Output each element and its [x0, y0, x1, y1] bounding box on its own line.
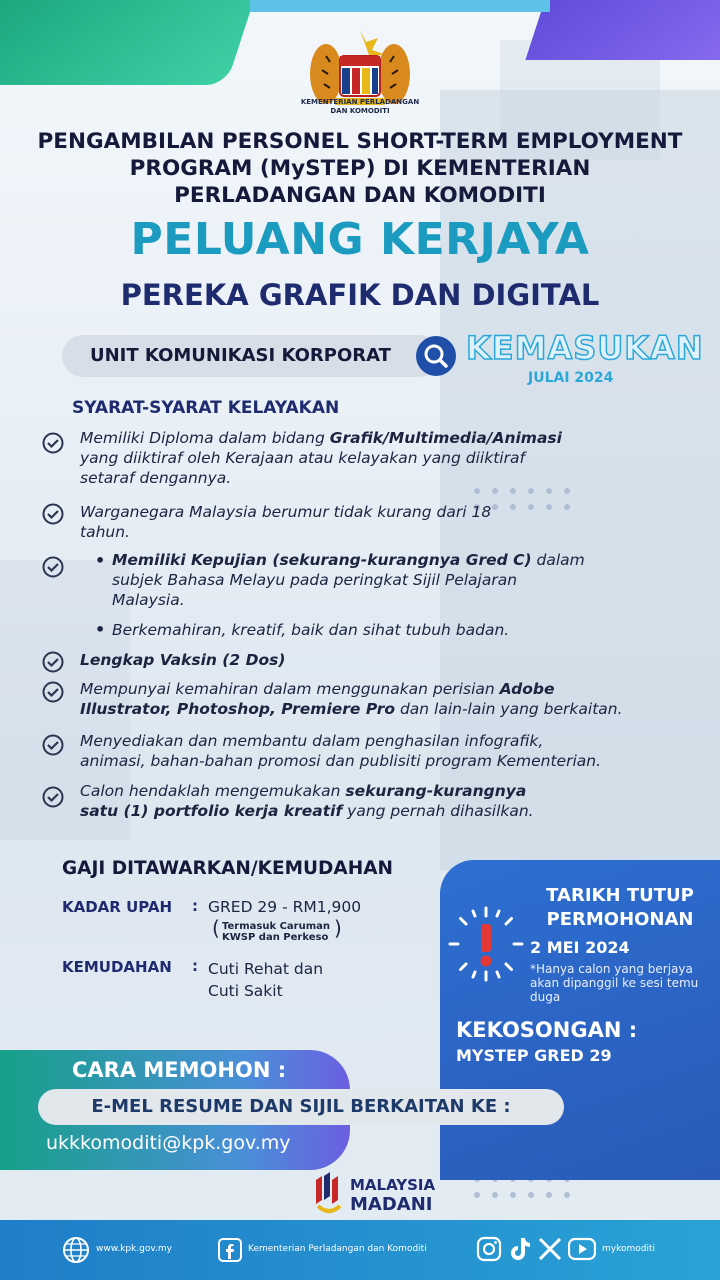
req7-text-d: yang pernah dihasilkan. — [342, 802, 534, 820]
check-circle-icon — [42, 734, 64, 756]
benefit-colon: : — [192, 957, 198, 975]
check-circle-icon — [42, 681, 64, 703]
rate-colon: : — [192, 897, 198, 915]
rate-note-line-1: Termasuk Caruman — [222, 921, 331, 932]
search-icon — [416, 336, 456, 376]
req3-text-b: dalam — [531, 551, 585, 569]
bullet-dot: • — [95, 551, 106, 570]
rate-label: KADAR UPAH — [62, 898, 173, 916]
req1-text-d: setaraf dengannya. — [80, 469, 232, 487]
decor-green-shape — [0, 0, 264, 85]
footer-facebook-link[interactable]: Kementerian Perladangan dan Komoditi — [248, 1244, 427, 1254]
requirement-skills: Berkemahiran, kreatif, baik dan sihat tubuh badan. — [112, 621, 510, 639]
benefit-label: KEMUDAHAN — [62, 958, 172, 976]
paren-right: ) — [334, 916, 342, 940]
check-circle-icon — [42, 651, 64, 673]
tiktok-icon[interactable] — [508, 1236, 532, 1262]
apply-heading: CARA MEMOHON : — [72, 1058, 287, 1082]
madani-line-1: MALAYSIA — [350, 1176, 436, 1194]
req3-text-a: Memiliki Kepujian (sekurang-kurangnya Gred C) — [112, 551, 532, 569]
bullet-dot: • — [95, 620, 106, 639]
req1-text-b: Grafik/Multimedia/Animasi — [329, 429, 562, 447]
check-circle-icon — [42, 432, 64, 454]
title-line-2: PROGRAM (MySTEP) DI KEMENTERIAN — [129, 156, 591, 181]
check-circle-icon — [42, 503, 64, 525]
requirement-portfolio — [80, 781, 680, 821]
decor-purple-shape — [525, 0, 720, 60]
instagram-icon[interactable] — [476, 1236, 502, 1262]
facebook-icon[interactable] — [218, 1238, 242, 1262]
footer-social-handle[interactable]: mykomoditi — [602, 1244, 656, 1254]
benefit-line-1: Cuti Rehat dan — [208, 960, 324, 978]
req7-text-c: satu (1) portfolio kerja kreatif — [80, 802, 343, 820]
footer-website-link[interactable]: www.kpk.gov.my — [96, 1244, 172, 1254]
req5-text-b: Adobe — [499, 680, 555, 698]
req5-text-a: Mempunyai kemahiran dalam menggunakan perisian — [80, 680, 500, 698]
youtube-icon[interactable] — [568, 1237, 596, 1261]
position-title: PEREKA GRAFIK DAN DIGITAL — [120, 278, 600, 312]
req2-text-a: Warganegara Malaysia berumur tidak kurang dari 18 — [80, 503, 492, 521]
check-circle-icon — [42, 786, 64, 808]
headline: PELUANG KERJAYA — [130, 214, 590, 265]
requirement-citizen — [80, 502, 680, 542]
ministry-name — [290, 98, 430, 116]
deadline-title-line-1: TARIKH TUTUP — [546, 885, 694, 906]
intake-label: KEMASUKAN — [466, 329, 704, 367]
req7-text-b: sekurang-kurangnya — [345, 782, 527, 800]
req3-text-c: subjek Bahasa Melayu pada peringkat Sijil Pelajaran — [112, 571, 518, 589]
madani-line-2: MADANI — [350, 1194, 433, 1215]
req3-text-d: Malaysia. — [112, 591, 185, 609]
x-twitter-icon[interactable] — [538, 1238, 562, 1260]
apply-instruction-pill: E-MEL RESUME DAN SIJIL BERKAITAN KE : — [38, 1089, 564, 1125]
deadline-note: *Hanya calon yang berjaya akan dipanggil ke sesi temu duga — [530, 962, 699, 1004]
requirement-credit — [112, 550, 672, 610]
salary-heading: GAJI DITAWARKAN/KEMUDAHAN — [62, 858, 394, 879]
benefit-value — [208, 958, 323, 1002]
vacancy-label: KEKOSONGAN : — [456, 1018, 638, 1042]
globe-icon — [62, 1236, 90, 1264]
intake-date: JULAI 2024 — [528, 370, 614, 386]
title-line-3: PERLADANGAN DAN KOMODITI — [174, 183, 546, 208]
benefit-line-2: Cuti Sakit — [208, 982, 283, 1000]
requirement-software — [80, 679, 680, 719]
rate-value: GRED 29 - RM1,900 — [208, 898, 362, 916]
alert-clock-icon — [446, 904, 526, 984]
page-title — [20, 128, 700, 209]
malaysia-madani-logo — [312, 1170, 346, 1216]
paren-left: ( — [212, 916, 220, 940]
req5-text-c: Illustrator, Photoshop, Premiere Pro — [80, 700, 396, 718]
requirement-diploma — [80, 428, 680, 488]
req7-text-a: Calon hendaklah mengemukakan — [80, 782, 346, 800]
req1-text-c: yang diiktiraf oleh Kerajaan atau kelayakan yang diiktiraf — [80, 449, 525, 467]
vacancy-value: MYSTEP GRED 29 — [456, 1046, 612, 1065]
deadline-title-line-2: PERMOHONAN — [546, 909, 694, 930]
rate-note — [222, 921, 330, 943]
req6-text-b: animasi, bahan-bahan promosi dan publisiti program Kementerian. — [80, 752, 602, 770]
requirement-infographic — [80, 731, 680, 771]
req2-text-b: tahun. — [80, 523, 130, 541]
req6-text-a: Menyediakan dan membantu dalam penghasilan infografik, — [80, 732, 544, 750]
deadline-title — [530, 884, 710, 932]
title-line-1: PENGAMBILAN PERSONEL SHORT-TERM EMPLOYMENT — [37, 129, 683, 154]
req1-text-a: Memiliki Diploma dalam bidang — [80, 429, 330, 447]
rate-note-line-2: KWSP dan Perkeso — [222, 932, 329, 943]
ministry-line-1: KEMENTERIAN PERLADANGAN — [300, 98, 420, 106]
deadline-date: 2 MEI 2024 — [530, 938, 630, 957]
check-circle-icon — [42, 556, 64, 578]
requirement-vaccine: Lengkap Vaksin (2 Dos) — [80, 651, 286, 669]
unit-pill: UNIT KOMUNIKASI KORPORAT — [62, 335, 440, 377]
requirements-heading: SYARAT-SYARAT KELAYAKAN — [72, 398, 340, 418]
req5-text-d: dan lain-lain yang berkaitan. — [395, 700, 623, 718]
ministry-line-2: DAN KOMODITI — [330, 107, 390, 115]
decor-sky-bar — [250, 0, 550, 12]
apply-email-link[interactable]: ukkkomoditi@kpk.gov.my — [46, 1132, 291, 1154]
